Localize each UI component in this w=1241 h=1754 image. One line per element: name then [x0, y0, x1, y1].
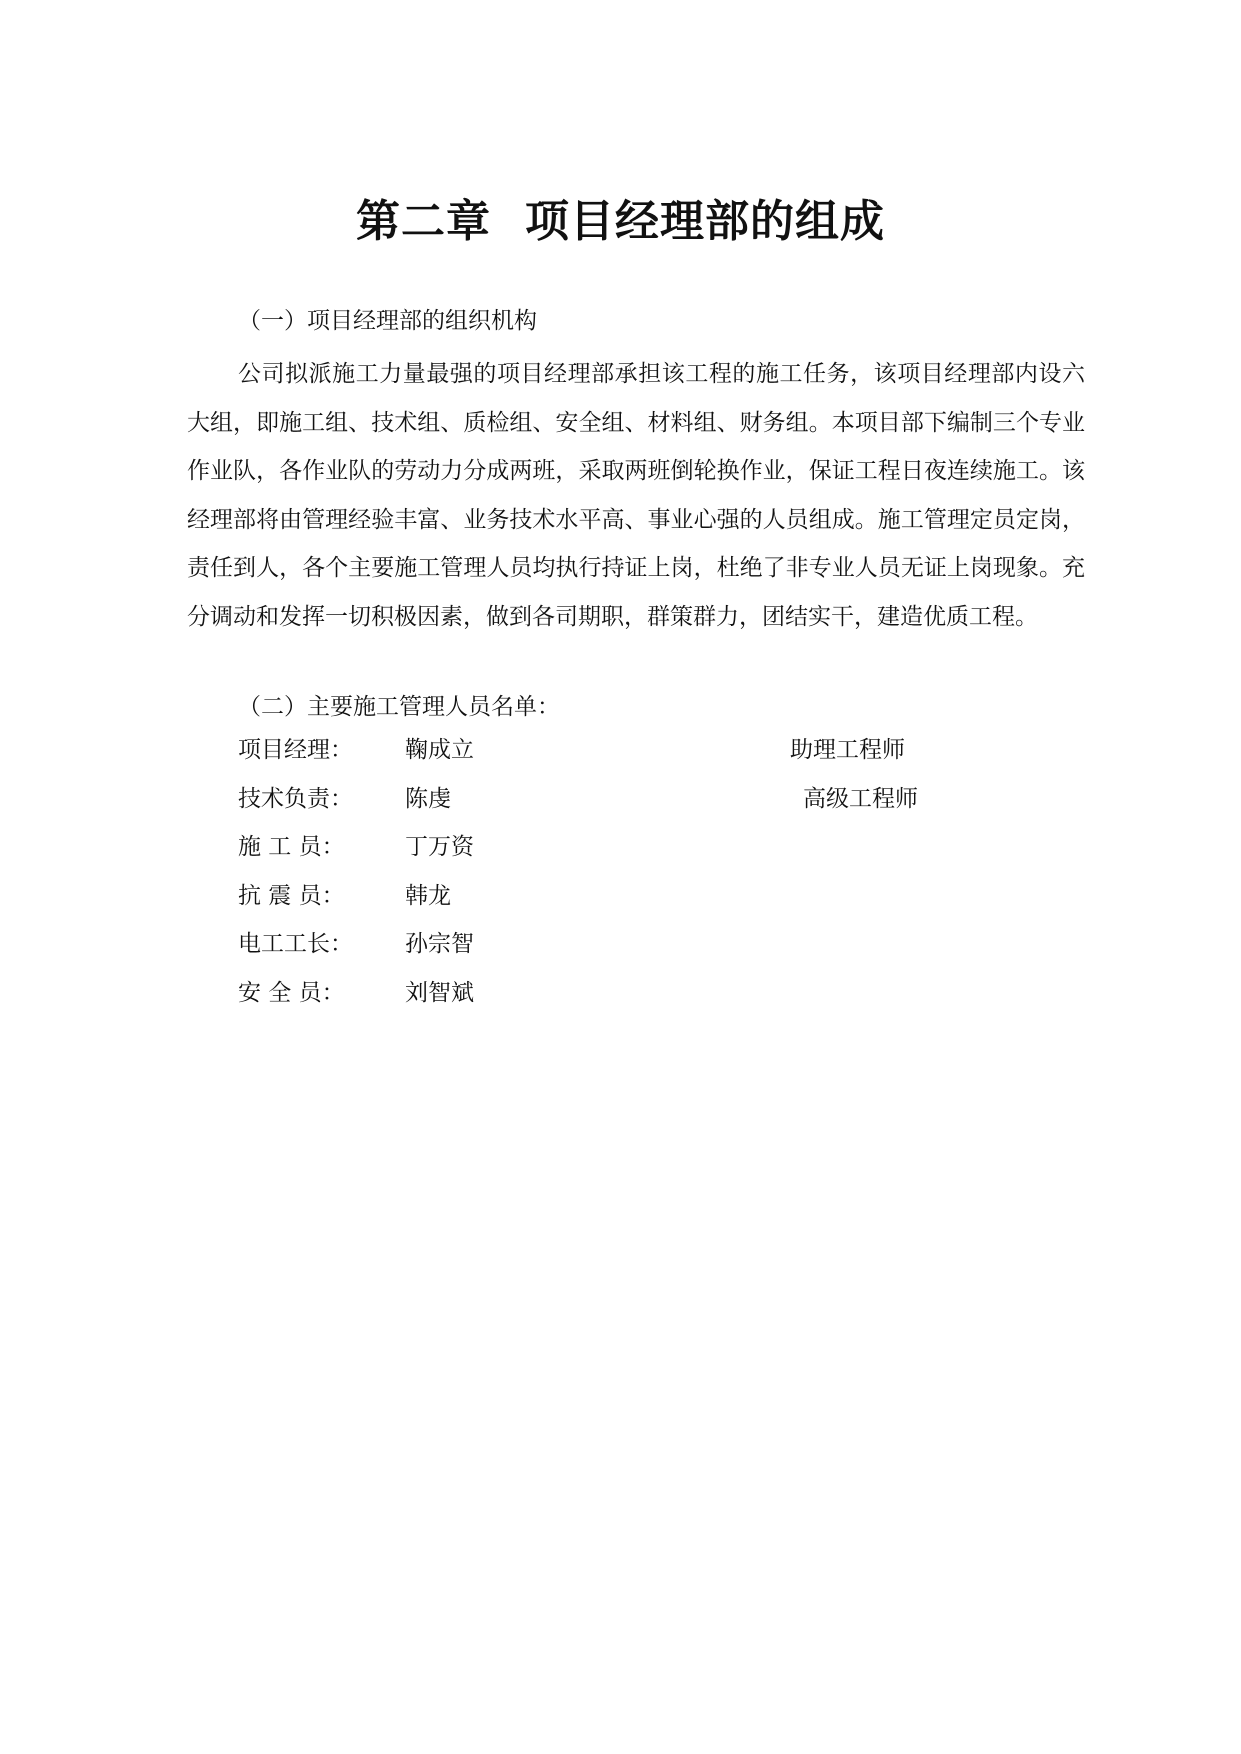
staff-role: 施 工 员： [238, 834, 345, 860]
organization-paragraph: 公司拟派施工力量最强的项目经理部承担该工程的施工任务，该项目经理部内设六大组，即施工组、技术组、质检组、安全组、材料组、财务组。本项目部下编制三个专业作业队，各作业队的劳动力分成两班，采取两班倒轮换作业，保证工程日夜连续施工。该经理部将由管理经验丰富、业务技术水平高、事业心强的人员组成。施工管理定员定岗，责任到人，各个主要施工管理人员均执行持证上岗，杜绝了非专业人员无证上岗现象。充分调动和发挥一切积极因素，做到各司期职，群策群力，团结实干，建造优质工程。 [187, 361, 1085, 630]
staff-row [0, 832, 1241, 881]
staff-row [0, 929, 1241, 978]
staff-name: 孙宗智 [405, 931, 474, 957]
staff-name: 韩龙 [405, 882, 451, 909]
staff-role: 电工工长： [238, 931, 353, 957]
chapter-title [0, 192, 1241, 252]
staff-row [0, 784, 1241, 833]
staff-row [0, 881, 1241, 930]
staff-role: 抗 震 员： [238, 882, 345, 909]
chapter-number: 第二章 [356, 196, 491, 247]
chapter-name: 项目经理部的组成 [525, 196, 885, 247]
staff-list [0, 735, 1241, 1026]
section-heading-staff-list: （二）主要施工管理人员名单： [238, 694, 560, 720]
staff-role: 技术负责： [238, 785, 353, 812]
section-heading-organization: （一）项目经理部的组织机构 [238, 308, 537, 334]
staff-role: 安 全 员： [238, 979, 345, 1006]
staff-row [0, 735, 1241, 784]
staff-name: 刘智斌 [405, 979, 474, 1006]
staff-name: 鞠成立 [405, 737, 474, 763]
staff-role: 项目经理： [238, 737, 353, 763]
staff-qualification: 高级工程师 [803, 785, 918, 812]
staff-qualification: 助理工程师 [790, 737, 905, 763]
staff-row [0, 978, 1241, 1027]
staff-name: 陈虔 [405, 785, 451, 812]
staff-name: 丁万资 [405, 834, 474, 860]
